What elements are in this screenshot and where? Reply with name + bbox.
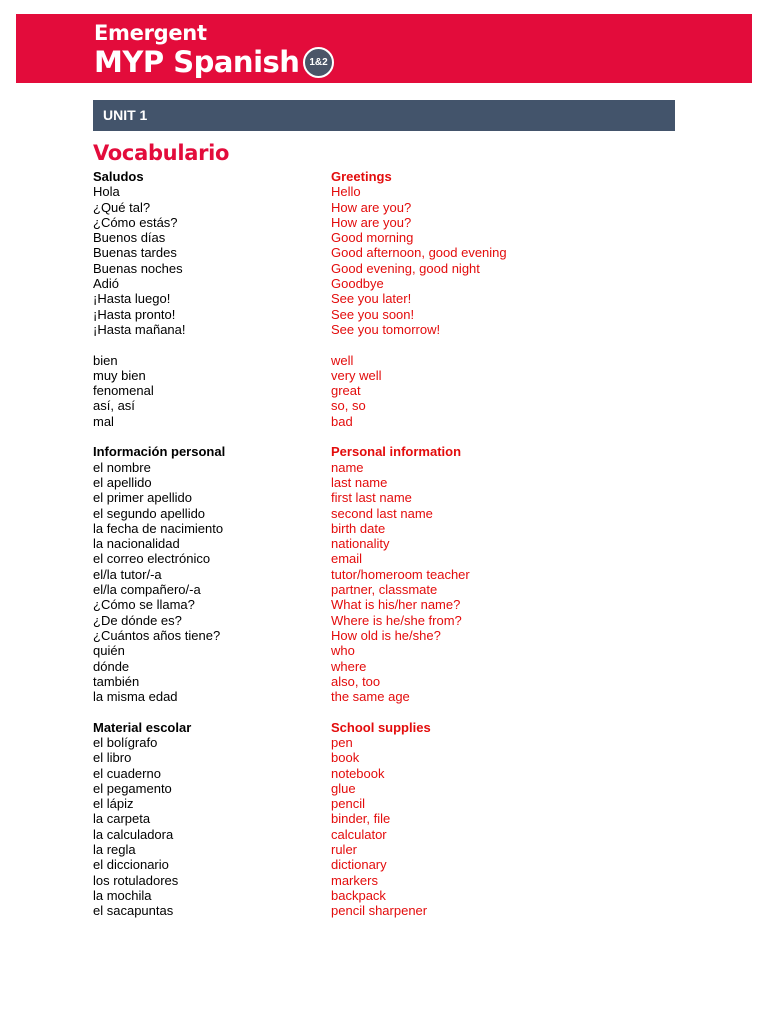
vocab-row bbox=[93, 184, 593, 199]
english-translation: Good evening, good night bbox=[331, 260, 480, 276]
english-translation: great bbox=[331, 383, 361, 399]
vocab-row bbox=[93, 659, 593, 674]
vocab-group bbox=[93, 353, 593, 429]
vocab-row bbox=[93, 597, 593, 612]
vocab-row bbox=[93, 873, 593, 888]
english-translation: pencil sharpener bbox=[331, 903, 428, 919]
english-translation: pen bbox=[331, 734, 353, 750]
vocab-group bbox=[93, 444, 593, 704]
vocab-row bbox=[93, 398, 593, 413]
spanish-term: ¿Cómo estás? bbox=[93, 214, 178, 230]
spanish-term: la carpeta bbox=[93, 811, 151, 827]
vocab-row bbox=[93, 766, 593, 781]
english-translation: well bbox=[331, 352, 354, 368]
vocab-row bbox=[93, 903, 593, 918]
vocab-row bbox=[93, 643, 593, 658]
vocab-row bbox=[93, 383, 593, 398]
spanish-term: el primer apellido bbox=[93, 490, 192, 506]
english-translation: notebook bbox=[331, 765, 385, 781]
spanish-term: el/la compañero/-a bbox=[93, 582, 201, 598]
spanish-term: ¡Hasta luego! bbox=[93, 291, 171, 307]
english-translation: See you tomorrow! bbox=[331, 321, 441, 337]
spanish-term: los rotuladores bbox=[93, 872, 179, 888]
page-title: Vocabulario bbox=[93, 141, 230, 165]
spanish-term: el pegamento bbox=[93, 780, 172, 796]
english-translation: book bbox=[331, 750, 360, 766]
english-translation: Hello bbox=[331, 184, 361, 200]
english-translation: last name bbox=[331, 474, 388, 490]
vocab-group-header bbox=[93, 444, 593, 459]
english-translation: Goodbye bbox=[331, 276, 384, 292]
spanish-term: Buenos días bbox=[93, 230, 166, 246]
vocab-group bbox=[93, 720, 593, 919]
english-translation: who bbox=[331, 643, 355, 659]
spanish-term: el cuaderno bbox=[93, 765, 161, 781]
vocab-row bbox=[93, 842, 593, 857]
vocab-row bbox=[93, 460, 593, 475]
english-translation: also, too bbox=[331, 673, 381, 689]
english-translation: partner, classmate bbox=[331, 582, 438, 598]
spanish-term: ¿De dónde es? bbox=[93, 612, 182, 628]
spanish-term: el lápiz bbox=[93, 796, 134, 812]
vocab-row bbox=[93, 506, 593, 521]
group-heading-english: Personal information bbox=[331, 444, 462, 460]
vocab-group-header bbox=[93, 720, 593, 735]
vocab-row bbox=[93, 567, 593, 582]
vocab-group-header bbox=[93, 169, 593, 184]
spanish-term: el bolígrafo bbox=[93, 734, 158, 750]
vocab-row bbox=[93, 291, 593, 306]
spanish-term: quién bbox=[93, 643, 125, 659]
spanish-term: la calculadora bbox=[93, 826, 174, 842]
spanish-term: también bbox=[93, 673, 140, 689]
vocab-row bbox=[93, 261, 593, 276]
spanish-term: la nacionalidad bbox=[93, 536, 180, 552]
vocab-row bbox=[93, 521, 593, 536]
vocab-row bbox=[93, 490, 593, 505]
english-translation: markers bbox=[331, 872, 378, 888]
english-translation: very well bbox=[331, 367, 382, 383]
english-translation: How are you? bbox=[331, 214, 412, 230]
spanish-term: el correo electrónico bbox=[93, 551, 211, 567]
english-translation: binder, file bbox=[331, 811, 391, 827]
vocab-row bbox=[93, 582, 593, 597]
level-badge: 1&2 bbox=[303, 47, 334, 78]
spanish-term: el/la tutor/-a bbox=[93, 566, 162, 582]
spanish-term: la mochila bbox=[93, 887, 152, 903]
spanish-term: mal bbox=[93, 413, 114, 429]
spanish-term: Adió bbox=[93, 276, 120, 292]
spanish-term: Buenas tardes bbox=[93, 245, 177, 261]
spanish-term: ¿Qué tal? bbox=[93, 199, 151, 215]
spanish-term: dónde bbox=[93, 658, 130, 674]
vocab-row bbox=[93, 245, 593, 260]
vocab-row bbox=[93, 827, 593, 842]
vocab-row bbox=[93, 551, 593, 566]
english-translation: email bbox=[331, 551, 363, 567]
english-translation: tutor/homeroom teacher bbox=[331, 566, 470, 582]
spanish-term: la fecha de nacimiento bbox=[93, 520, 224, 536]
unit-bar: UNIT 1 bbox=[93, 100, 675, 131]
group-heading-english: Greetings bbox=[331, 169, 392, 184]
spanish-term: el libro bbox=[93, 750, 132, 766]
vocab-row bbox=[93, 215, 593, 230]
vocab-row bbox=[93, 536, 593, 551]
english-translation: Good afternoon, good evening bbox=[331, 245, 507, 261]
vocab-row bbox=[93, 811, 593, 826]
spanish-term: el segundo apellido bbox=[93, 505, 206, 521]
group-heading-english: School supplies bbox=[331, 719, 431, 735]
spanish-term: fenomenal bbox=[93, 383, 154, 399]
vocab-row bbox=[93, 750, 593, 765]
header-banner bbox=[16, 14, 752, 83]
vocabulary-list bbox=[93, 169, 593, 934]
english-translation: the same age bbox=[331, 689, 410, 705]
english-translation: See you later! bbox=[331, 291, 412, 307]
vocab-row bbox=[93, 781, 593, 796]
spanish-term: bien bbox=[93, 352, 118, 368]
vocab-row bbox=[93, 796, 593, 811]
english-translation: How are you? bbox=[331, 199, 412, 215]
vocab-row bbox=[93, 735, 593, 750]
english-translation: Good morning bbox=[331, 230, 414, 246]
spanish-term: muy bien bbox=[93, 367, 146, 383]
vocab-row bbox=[93, 307, 593, 322]
vocab-row bbox=[93, 353, 593, 368]
spanish-term: así, así bbox=[93, 398, 135, 414]
english-translation: birth date bbox=[331, 520, 386, 536]
vocab-row bbox=[93, 857, 593, 872]
spanish-term: Buenas noches bbox=[93, 260, 183, 276]
english-translation: nationality bbox=[331, 536, 390, 552]
english-translation: so, so bbox=[331, 398, 366, 414]
vocab-row bbox=[93, 674, 593, 689]
vocab-row bbox=[93, 414, 593, 429]
vocab-row bbox=[93, 613, 593, 628]
spanish-term: la regla bbox=[93, 842, 136, 858]
brand-title: MYP Spanish bbox=[94, 45, 300, 79]
vocab-row bbox=[93, 322, 593, 337]
spanish-term: ¡Hasta pronto! bbox=[93, 306, 176, 322]
english-translation: How old is he/she? bbox=[331, 627, 441, 643]
brand-subtitle: Emergent bbox=[94, 21, 207, 45]
english-translation: Where is he/she from? bbox=[331, 612, 462, 628]
spanish-term: ¡Hasta mañana! bbox=[93, 321, 186, 337]
group-heading-spanish: Saludos bbox=[93, 169, 144, 184]
vocab-row bbox=[93, 276, 593, 291]
spanish-term: el apellido bbox=[93, 474, 152, 490]
vocab-row bbox=[93, 368, 593, 383]
english-translation: pencil bbox=[331, 796, 365, 812]
english-translation: See you soon! bbox=[331, 306, 415, 322]
english-translation: name bbox=[331, 459, 364, 475]
english-translation: bad bbox=[331, 413, 353, 429]
spanish-term: el diccionario bbox=[93, 857, 169, 873]
english-translation: What is his/her name? bbox=[331, 597, 461, 613]
vocab-row bbox=[93, 200, 593, 215]
vocab-row bbox=[93, 689, 593, 704]
vocab-row bbox=[93, 628, 593, 643]
spanish-term: ¿Cuántos años tiene? bbox=[93, 627, 221, 643]
spanish-term: ¿Cómo se llama? bbox=[93, 597, 195, 613]
group-heading-spanish: Información personal bbox=[93, 444, 226, 460]
english-translation: first last name bbox=[331, 490, 412, 506]
english-translation: backpack bbox=[331, 887, 386, 903]
english-translation: ruler bbox=[331, 842, 358, 858]
spanish-term: Hola bbox=[93, 184, 120, 200]
english-translation: where bbox=[331, 658, 367, 674]
vocab-row bbox=[93, 230, 593, 245]
spanish-term: el nombre bbox=[93, 459, 151, 475]
english-translation: dictionary bbox=[331, 857, 387, 873]
english-translation: second last name bbox=[331, 505, 433, 521]
spanish-term: el sacapuntas bbox=[93, 903, 174, 919]
vocab-group bbox=[93, 169, 593, 337]
spanish-term: la misma edad bbox=[93, 689, 178, 705]
vocab-row bbox=[93, 888, 593, 903]
english-translation: glue bbox=[331, 780, 356, 796]
group-heading-spanish: Material escolar bbox=[93, 719, 192, 735]
vocab-row bbox=[93, 475, 593, 490]
english-translation: calculator bbox=[331, 826, 387, 842]
